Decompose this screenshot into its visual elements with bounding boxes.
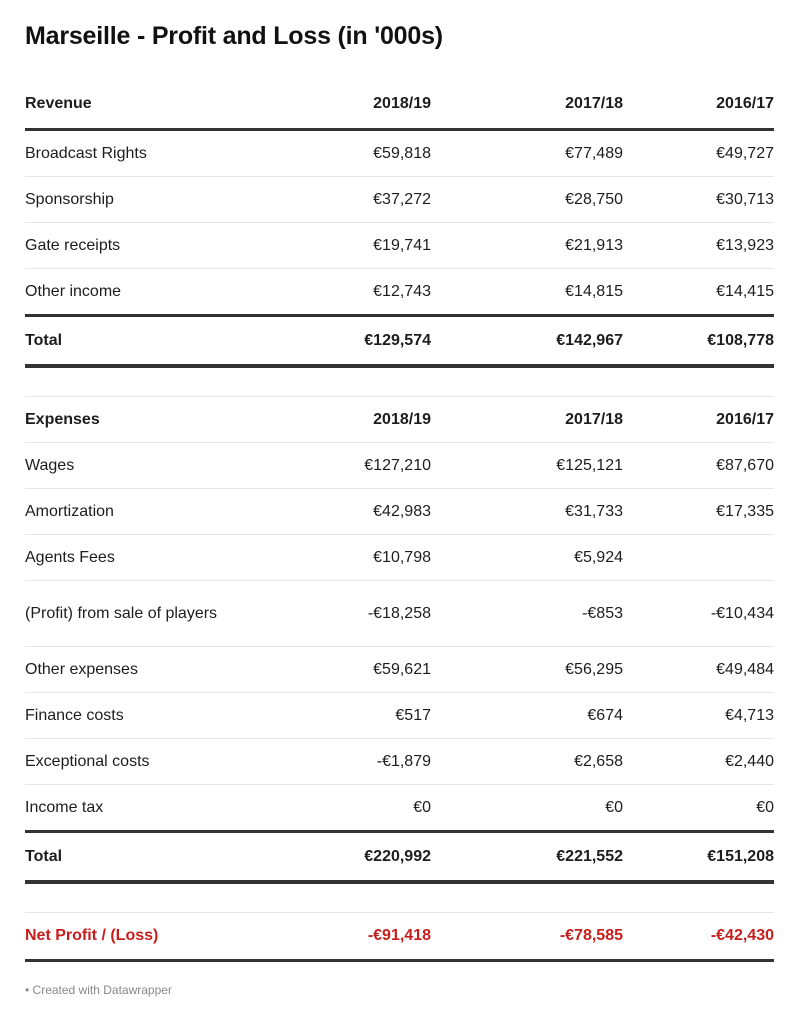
cell-value: €5,924 [431,535,623,581]
cell-value: €59,818 [255,130,431,177]
cell-value: €0 [431,785,623,832]
total-value: €220,992 [255,832,431,883]
table-row [25,647,774,693]
table-row [25,269,774,316]
cell-value: €2,658 [431,739,623,785]
cell-value: -€18,258 [255,581,431,647]
table-row [25,785,774,832]
net-profit-label: Net Profit / (Loss) [25,913,255,961]
cell-value: €13,923 [623,223,774,269]
cell-value [623,535,774,581]
footer-credit: • Created with Datawrapper [25,983,172,997]
cell-value: €4,713 [623,693,774,739]
cell-value: €0 [623,785,774,832]
column-header: 2018/19 [255,397,431,443]
column-header: 2017/18 [431,397,623,443]
cell-value: €56,295 [431,647,623,693]
revenue-header: Revenue [25,80,255,130]
column-header: 2017/18 [431,80,623,130]
table-row [25,177,774,223]
profit-loss-table [25,80,774,962]
cell-value: €14,415 [623,269,774,316]
cell-value: €125,121 [431,443,623,489]
net-profit-value: -€78,585 [431,913,623,961]
revenue-total-row [25,316,774,367]
cell-value: €17,335 [623,489,774,535]
total-value: €129,574 [255,316,431,367]
row-label: Other income [25,269,255,316]
spacer-row [25,366,774,397]
total-value: €151,208 [623,832,774,883]
cell-value: €37,272 [255,177,431,223]
column-header: 2018/19 [255,80,431,130]
revenue-header-row [25,80,774,130]
expenses-header-row [25,397,774,443]
cell-value: €31,733 [431,489,623,535]
spacer-row [25,882,774,913]
cell-value: €87,670 [623,443,774,489]
cell-value: €42,983 [255,489,431,535]
cell-value: -€1,879 [255,739,431,785]
column-header: 2016/17 [623,80,774,130]
row-label: Finance costs [25,693,255,739]
row-label: Sponsorship [25,177,255,223]
cell-value: €49,484 [623,647,774,693]
table-row [25,489,774,535]
column-header: 2016/17 [623,397,774,443]
cell-value: €59,621 [255,647,431,693]
cell-value: €19,741 [255,223,431,269]
row-label: Wages [25,443,255,489]
cell-value: €49,727 [623,130,774,177]
row-label: Exceptional costs [25,739,255,785]
row-label: Other expenses [25,647,255,693]
row-label: Agents Fees [25,535,255,581]
expenses-total-row [25,832,774,883]
total-label: Total [25,316,255,367]
table-row [25,130,774,177]
total-value: €142,967 [431,316,623,367]
cell-value: -€853 [431,581,623,647]
cell-value: €12,743 [255,269,431,316]
total-value: €221,552 [431,832,623,883]
cell-value: €10,798 [255,535,431,581]
net-profit-value: -€91,418 [255,913,431,961]
row-label: (Profit) from sale of players [25,581,255,647]
cell-value: €2,440 [623,739,774,785]
row-label: Income tax [25,785,255,832]
table-row [25,581,774,647]
row-label: Amortization [25,489,255,535]
expenses-header: Expenses [25,397,255,443]
net-profit-value: -€42,430 [623,913,774,961]
row-label: Gate receipts [25,223,255,269]
cell-value: €14,815 [431,269,623,316]
cell-value: €30,713 [623,177,774,223]
cell-value: €674 [431,693,623,739]
table-row [25,223,774,269]
cell-value: -€10,434 [623,581,774,647]
cell-value: €127,210 [255,443,431,489]
cell-value: €0 [255,785,431,832]
cell-value: €28,750 [431,177,623,223]
table-row [25,739,774,785]
cell-value: €21,913 [431,223,623,269]
total-label: Total [25,832,255,883]
table-row [25,535,774,581]
table-row [25,443,774,489]
net-profit-row [25,913,774,961]
table-row [25,693,774,739]
cell-value: €517 [255,693,431,739]
cell-value: €77,489 [431,130,623,177]
total-value: €108,778 [623,316,774,367]
row-label: Broadcast Rights [25,130,255,177]
page-title: Marseille - Profit and Loss (in '000s) [25,22,443,50]
